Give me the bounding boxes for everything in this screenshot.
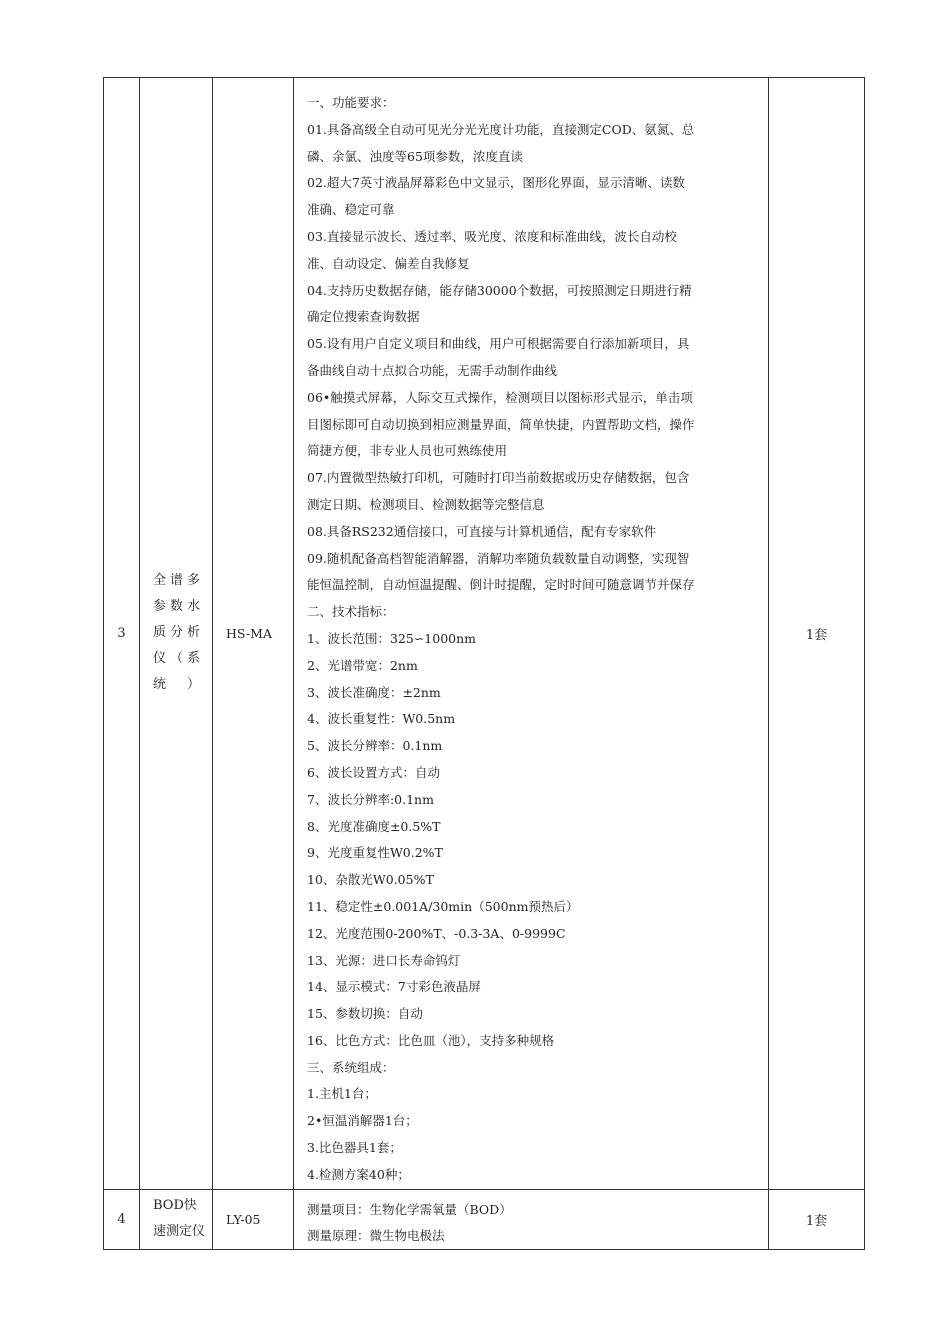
description-line: 06•触摸式屏幕，人际交互式操作，检测项目以图标形式显示，单击项 bbox=[307, 389, 693, 405]
product-name-cell bbox=[140, 78, 213, 1190]
description-line: 16、比色方式：比色皿（池），支持多种规格 bbox=[307, 1032, 555, 1048]
quantity: 1套 bbox=[769, 78, 865, 1190]
description-cell bbox=[294, 1189, 769, 1249]
description-line: 测定日期、检测项目、检测数据等完整信息 bbox=[307, 496, 545, 512]
description-line: 能恒温控制，自动恒温提醒、倒计时提醒，定时时间可随意调节并保存 bbox=[307, 577, 695, 593]
description-line: 03.直接显示波长、透过率、吸光度、浓度和标准曲线，波长自动校 bbox=[307, 228, 677, 244]
model-cell bbox=[213, 1189, 294, 1249]
description-line: 9、光度重复性W0.2%T bbox=[307, 845, 443, 861]
description-line: 4、波长重复性：W0.5nm bbox=[307, 711, 456, 727]
description-line: 备曲线自动十点拟合功能，无需手动制作曲线 bbox=[307, 362, 558, 378]
table-row bbox=[104, 78, 865, 1190]
description-line: 04.支持历史数据存储，能存储30000个数据，可按照测定日期进行精 bbox=[307, 282, 692, 298]
description-line: 1.主机1台； bbox=[307, 1086, 377, 1102]
equipment-spec-table bbox=[103, 77, 865, 1250]
row-index: 4 bbox=[104, 1189, 140, 1249]
model-number: HS-MA bbox=[226, 625, 272, 641]
model-number: LY-05 bbox=[226, 1211, 261, 1227]
description-line: 10、杂散光W0.05%T bbox=[307, 872, 434, 888]
description-line: 确定位搜索查询数据 bbox=[307, 309, 420, 325]
description-line: 3.比色器具1套； bbox=[307, 1140, 402, 1156]
description-line: 测量原理：微生物电极法 bbox=[307, 1227, 445, 1243]
description-line: 11、稳定性±0.001A/30min（500nm预热后） bbox=[307, 898, 579, 914]
description-line: 12、光度范围0-200%T、-0.3-3A、0-9999C bbox=[307, 925, 566, 941]
description-line: 准、自动设定、偏差自我修复 bbox=[307, 255, 470, 271]
table-row bbox=[104, 1189, 865, 1249]
description-line: 05.设有用户自定义项目和曲线，用户可根据需要自行添加新项目，具 bbox=[307, 336, 690, 352]
description-line: 4.检测方案40种； bbox=[307, 1166, 410, 1182]
description-line: 2、光谱带宽：2nm bbox=[307, 657, 418, 673]
description-line: 磷、余氯、浊度等65项参数，浓度直读 bbox=[307, 148, 523, 164]
row-index: 3 bbox=[104, 78, 140, 1190]
description-line: 简捷方便，非专业人员也可熟练使用 bbox=[307, 443, 508, 459]
product-name: 全谱多参数水质分析仪（系统） bbox=[153, 573, 200, 693]
description-line: 3、波长准确度：±2nm bbox=[307, 684, 441, 700]
description-line: 三、系统组成： bbox=[307, 1059, 395, 1075]
description-line: 13、光源：进口长寿命钨灯 bbox=[307, 952, 461, 968]
description-line: 二、技术指标： bbox=[307, 604, 395, 620]
description-line: 6、波长设置方式：自动 bbox=[307, 764, 440, 780]
product-name: BOD快速测定仪 bbox=[153, 1198, 206, 1240]
description-cell bbox=[294, 78, 769, 1190]
description-line: 准确、稳定可靠 bbox=[307, 202, 395, 218]
description-text bbox=[294, 1190, 768, 1249]
quantity: 1套 bbox=[769, 1189, 865, 1249]
description-line: 14、显示模式：7寸彩色液晶屏 bbox=[307, 979, 481, 995]
description-line: 07.内置微型热敏打印机，可随时打印当前数据或历史存储数据，包含 bbox=[307, 470, 690, 486]
description-line: 08.具备RS232通信接口，可直接与计算机通信，配有专家软件 bbox=[307, 523, 657, 539]
description-line: 5、波长分辨率：0.1nm bbox=[307, 738, 443, 754]
description-line: 7、波长分辨率:0.1nm bbox=[307, 791, 434, 807]
description-line: 8、光度准确度±0.5%T bbox=[307, 818, 441, 834]
description-line: 1、波长范围：325∽1000nm bbox=[307, 630, 477, 646]
product-name-cell bbox=[140, 1189, 213, 1249]
description-line: 一、功能要求： bbox=[307, 95, 395, 110]
description-line: 15、参数切换：自动 bbox=[307, 1006, 423, 1022]
description-line: 02.超大7英寸液晶屏幕彩色中文显示，图形化界面，显示清晰、读数 bbox=[307, 175, 685, 191]
description-line: 目图标即可自动切换到相应测量界面，简单快捷，内置帮助文档，操作 bbox=[307, 416, 695, 432]
description-text bbox=[294, 78, 768, 1189]
description-line: 测量项目：生物化学需氧量（BOD） bbox=[307, 1201, 512, 1217]
model-cell bbox=[213, 78, 294, 1190]
description-line: 09.随机配备高档智能消解器，消解功率随负载数量自动调整，实现智 bbox=[307, 550, 690, 566]
description-line: 2•恒温消解器1台； bbox=[307, 1113, 418, 1129]
description-line: 01.具备高级全自动可见光分光光度计功能，直接测定COD、氨氮、总 bbox=[307, 121, 695, 137]
